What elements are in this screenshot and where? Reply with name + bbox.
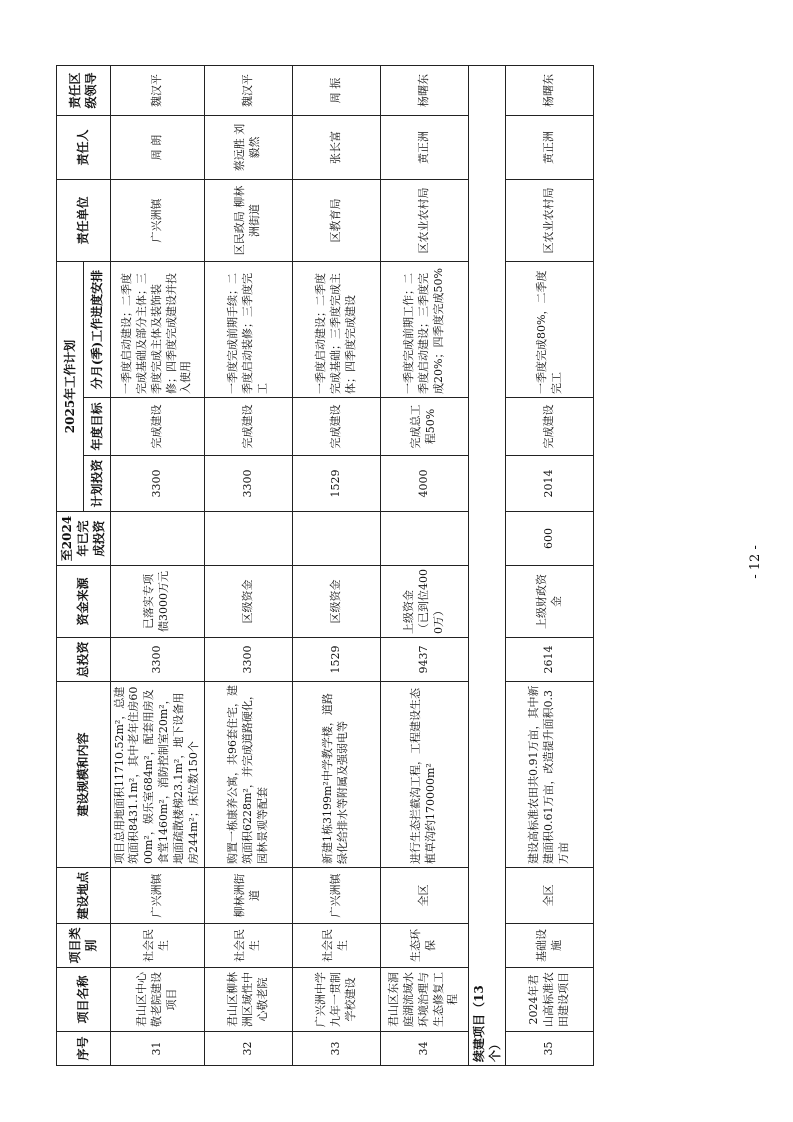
- cell-planned-invest: 2014: [506, 456, 594, 512]
- cell-total-invest: 3300: [110, 638, 204, 682]
- cell-total-invest: 2614: [506, 638, 594, 682]
- cell-person: 蔡远胜 刘毅然: [204, 116, 292, 180]
- cell-scope: 购置一栋康养公寓，共96套住宅，建筑面积6228m²，并完成道路硬化，园林景观等配套: [204, 682, 292, 868]
- header-category: 项目类别: [57, 924, 111, 968]
- cell-planned-invest: 3300: [110, 456, 204, 512]
- cell-seq: 35: [506, 1032, 594, 1066]
- cell-category: 社会民生: [292, 924, 380, 968]
- header-total-invest: 总投资: [57, 638, 111, 682]
- cell-fund-source: 上级资金（已到位4000万）: [380, 566, 468, 638]
- cell-annual-goal: 完成建设: [110, 398, 204, 456]
- cell-category: 社会民生: [204, 924, 292, 968]
- project-table: [56, 65, 594, 1066]
- cell-name: 君山区中心敬老院建设项目: [110, 968, 204, 1032]
- cell-location: 广兴洲镇: [110, 868, 204, 924]
- cell-completed-2024: [204, 512, 292, 566]
- cell-seq: 33: [292, 1032, 380, 1066]
- cell-name: 广兴洲中学九年一贯制学校建设: [292, 968, 380, 1032]
- cell-person: 周 朗: [110, 116, 204, 180]
- cell-name: 君山区东洞庭湖流域水环境治理与生态修复工程: [380, 968, 468, 1032]
- cell-unit: 广兴洲镇: [110, 180, 204, 262]
- cell-completed-2024: [380, 512, 468, 566]
- cell-quarterly: 一季度完成前期工作；二季度启动建设；三季度完成20%；四季度完成50%: [380, 262, 468, 398]
- header-scope: 建设规模和内容: [57, 682, 111, 868]
- cell-category: 社会民生: [110, 924, 204, 968]
- header-person: 责任人: [57, 116, 111, 180]
- cell-fund-source: 已落实专项债3000万元: [110, 566, 204, 638]
- cell-unit: 区民政局 柳林洲街道: [204, 180, 292, 262]
- cell-planned-invest: 3300: [204, 456, 292, 512]
- cell-leader: 杨曙东: [506, 66, 594, 116]
- table-row: [110, 66, 204, 1066]
- header-fund-source: 资金来源: [57, 566, 111, 638]
- cell-total-invest: 1529: [292, 638, 380, 682]
- cell-annual-goal: 完成建设: [506, 398, 594, 456]
- cell-name: 君山区柳林洲区域性中心敬老院: [204, 968, 292, 1032]
- cell-quarterly: 一季度启动建设；二季度完成基础；三季度完成主体；四季度完成建设: [292, 262, 380, 398]
- cell-annual-goal: 完成建设: [204, 398, 292, 456]
- cell-quarterly: 一季度完成80%，二季度完工: [506, 262, 594, 398]
- table-row: [506, 66, 594, 1066]
- cell-seq: 34: [380, 1032, 468, 1066]
- cell-leader: 魏汉平: [204, 66, 292, 116]
- cell-person: 黄正洲: [380, 116, 468, 180]
- cell-location: 柳林洲街道: [204, 868, 292, 924]
- cell-scope: 项目总用地面积11710.52m²，总建筑面积8431.1m²，其中老年住房6000m²，娱乐室684m²，配套用房及食堂1460m²，消防控制室20m²，地面疏散楼梯23.1m²，地下设备用房244m²；床位数150个: [110, 682, 204, 868]
- cell-location: 全区: [380, 868, 468, 924]
- cell-total-invest: 3300: [204, 638, 292, 682]
- table-row: [292, 66, 380, 1066]
- table-row: [204, 66, 292, 1066]
- cell-planned-invest: 4000: [380, 456, 468, 512]
- section-blank: [468, 66, 505, 968]
- cell-leader: 杨曙东: [380, 66, 468, 116]
- cell-annual-goal: 完成建设: [292, 398, 380, 456]
- cell-scope: 新建1栋3199m²中学教学楼，道路绿化给排水等附属及强弱电等: [292, 682, 380, 868]
- table-row: [380, 66, 468, 1066]
- header-completed-2024: 至2024年已完成投资: [57, 512, 111, 566]
- cell-location: 广兴洲镇: [292, 868, 380, 924]
- page-number: - 12 -: [748, 545, 763, 579]
- cell-fund-source: 上级财政资金: [506, 566, 594, 638]
- header-leader: 责任区级领导: [57, 66, 111, 116]
- section-row: [468, 66, 505, 1066]
- cell-person: 黄正洲: [506, 116, 594, 180]
- header-seq: 序号: [57, 1032, 111, 1066]
- cell-unit: 区农业农村局: [506, 180, 594, 262]
- cell-fund-source: 区级资金: [204, 566, 292, 638]
- header-plan-2025: 2025年工作计划: [57, 262, 84, 512]
- cell-leader: 魏汉平: [110, 66, 204, 116]
- header-quarterly: 分月(季)工作进度安排: [83, 262, 110, 398]
- cell-quarterly: 一季度启动建设；二季度完成基础及部分主体；三季度完成主体及装饰装修；四季度完成建设并投入使用: [110, 262, 204, 398]
- cell-quarterly: 一季度完成前期手续；二季度启动装修；三季度完工: [204, 262, 292, 398]
- cell-annual-goal: 完成总工程50%: [380, 398, 468, 456]
- cell-completed-2024: [110, 512, 204, 566]
- cell-name: 2024年君山高标准农田建设项目: [506, 968, 594, 1032]
- cell-scope: 进行生态拦截沟工程，工程建设生态植草沟约170000m²: [380, 682, 468, 868]
- cell-seq: 32: [204, 1032, 292, 1066]
- cell-completed-2024: 600: [506, 512, 594, 566]
- header-location: 建设地点: [57, 868, 111, 924]
- header-name: 项目名称: [57, 968, 111, 1032]
- cell-category: 生态环保: [380, 924, 468, 968]
- header-planned-invest: 计划投资: [83, 456, 110, 512]
- cell-fund-source: 区级资金: [292, 566, 380, 638]
- cell-category: 基础设施: [506, 924, 594, 968]
- header-unit: 责任单位: [57, 180, 111, 262]
- cell-completed-2024: [292, 512, 380, 566]
- cell-scope: 建设高标准农田共0.91万亩，其中新建面积0.61万亩，改造提升面积0.3万亩: [506, 682, 594, 868]
- cell-leader: 周 振: [292, 66, 380, 116]
- cell-person: 张长富: [292, 116, 380, 180]
- header-annual-goal: 年度目标: [83, 398, 110, 456]
- cell-unit: 区教育局: [292, 180, 380, 262]
- cell-planned-invest: 1529: [292, 456, 380, 512]
- cell-location: 全区: [506, 868, 594, 924]
- cell-seq: 31: [110, 1032, 204, 1066]
- cell-unit: 区农业农村局: [380, 180, 468, 262]
- cell-total-invest: 9437: [380, 638, 468, 682]
- section-label: 续建项目（13个）: [468, 968, 505, 1066]
